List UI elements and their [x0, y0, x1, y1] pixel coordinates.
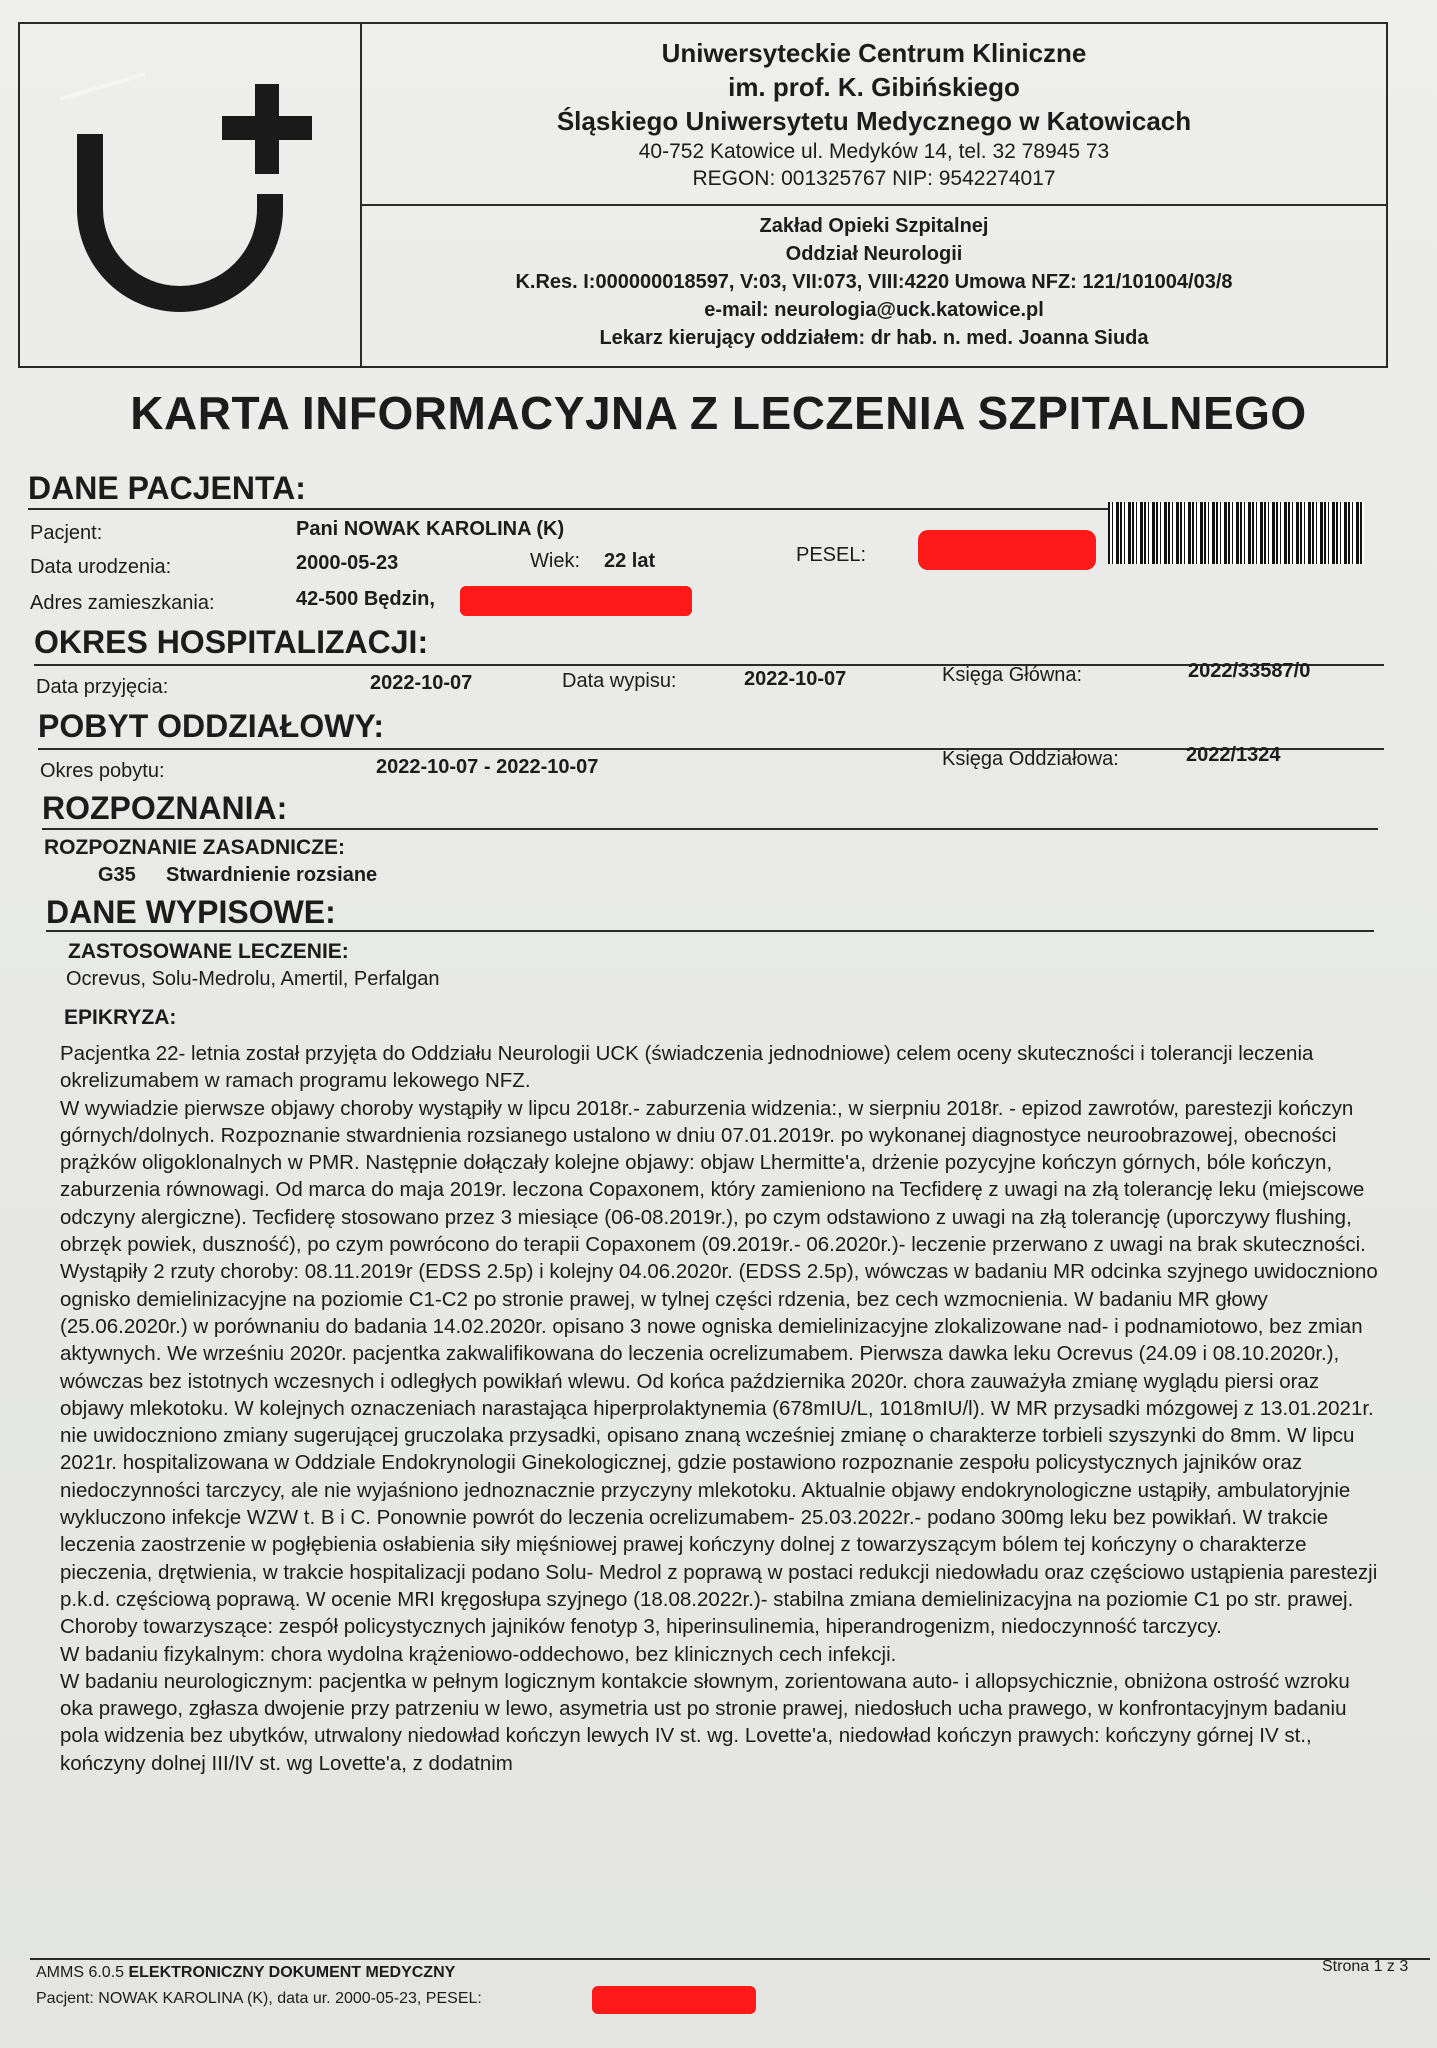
birth-date: 2000-05-23 [296, 552, 399, 574]
epicrisis-label: EPIKRYZA: [64, 1006, 177, 1029]
age: 22 lat [604, 550, 656, 572]
label-main-book: Księga Główna: [942, 664, 1083, 686]
label-birth-date: Data urodzenia: [30, 556, 172, 578]
admission-date: 2022-10-07 [370, 672, 473, 694]
label-address: Adres zamieszkania: [30, 592, 215, 614]
divider [46, 930, 1374, 932]
epicrisis-paragraph: W badaniu neurologicznym: pacjentka w pełnym logicznym kontakcie słownym, zorientowana auto- i allopsychicznie, obniżona ostrość wzroku oka prawego, zgłasza dwojenie przy patrzeniu w lewo, asymetria ust po stronie prawej, niedosłuch ucha prawego, w konfrontacyjnym badaniu pola widzenia bez ubytków, utrwalony niedowład kończyn lewych IV st. wg. Lovette'a, niedowład kończyn prawych: kończyny górnej IV st., kończyny dolnej III/IV st. wg Lovette'a, z dodatnim [60, 1669, 1350, 1775]
institution-regon: REGON: 001325767 NIP: 9542274017 [692, 167, 1056, 190]
main-diagnosis-label: ROZPOZNANIE ZASADNICZE: [44, 836, 345, 859]
section-stay: POBYT ODDZIAŁOWY: [38, 708, 385, 744]
section-discharge-data: DANE WYPISOWE: [46, 894, 336, 930]
institution-block [362, 24, 1386, 206]
header-table [18, 22, 1388, 368]
epicrisis-text [60, 1040, 1380, 1777]
epicrisis-paragraph: W wywiadzie pierwsze objawy choroby wystąpiły w lipcu 2018r.- zaburzenia widzenia:, w sierpniu 2018r. - epizod zawrotów, parestezji kończyn górnych/dolnych. Rozpoznanie stwardnienia rozsianego ustalono w dniu 07.01.2019r. po wykonanej diagnostyce neuroobrazowej, obecności prążków oligoklonalnych w PMR. Następnie dołączały kolejne objawy: objaw Lhermitte'a, drżenie pozycyjne kończyn górnych, bóle kończyn, zaburzenia równowagi. Od marca do maja 2019r. leczona Copaxonem, który zamieniono na Tecfiderę z uwagi na złą tolerancję leku (miejscowe odczyny alergiczne). Tecfiderę stosowano przez 3 miesiące (06-08.2019r.), po czym odstawiono z uwagi na złą tolerancję (uporczywy flushing, obrzęk powiek, duszność), po czym powrócono do terapii Copaxonem (09.2019r.- 06.2020r.)- leczenie przerwano z uwagi na brak skuteczności. Wystąpiły 2 rzuty choroby: 08.11.2019r (EDSS 2.5p) i kolejny 04.06.2020r. (EDSS 2.5p), wówczas w badaniu MR odcinka szyjnego uwidoczniono ognisko demielinizacyjne na poziomie C1-C2 po stronie prawej, w tylnej części rdzenia, bez cech wzmocnienia. W badaniu MR głowy (25.06.2020r.) w porównaniu do badania 14.02.2020r. opisano 3 nowe ogniska demielinizacyjne zlokalizowane nad- i podnamiotowo, bez zmian aktywnych. We wrześniu 2020r. pacjentka zakwalifikowana do leczenia ocrelizumabem. Pierwsza dawka leku Ocrevus (24.09 i 08.10.2020r.), wówczas bez istotnych wczesnych i odległych powikłań wlewu. Od końca października 2020r. chora zauważyła zmianę wyglądu piersi oraz objawy mlekotoku. W kolejnych oznaczeniach narastająca hiperprolaktynemia (678mIU/L, 1018mIU/l). W MR przysadki mózgowej z 13.01.2021r. nie uwidoczniono zmiany sugerującej gruczolaka przysadki, opisano znaną wcześniej zmianę o charakterze torbieli szyszynki do 8mm. W lipcu 2021r. hospitalizowana w Oddziale Endokrynologii Ginekologicznej, gdzie postawiono rozpoznanie zespołu policystycznych jajników oraz niedoczynności tarczycy, ale nie wyjaśniono jednoznacznie przyczyny mlekotoku. Aktualnie objawy endokrynologiczne ustąpiły, ambulatoryjnie wykluczono infekcje WZW t. B i C. Ponownie powrót do leczenia ocrelizumabem- 25.03.2022r.- podano 300mg leku bez powikłań. W trakcie leczenia zaostrzenie w pogłębienia osłabienia siły mięśniowej prawej kończyny dolnej z towarzyszącym bólem tej kończyny o charakterze pieczenia, drętwienia, w trakcie hospitalizacji podano Solu- Medrol z poprawą w postaci redukcji niedowładu oraz częściowo ustąpienia parestezji p.k.d. częściową poprawą. W ocenie MRI kręgosłupa szyjnego (18.08.2022r.)- stabilna zmiana demielinizacyjna na poziomie C1 po str. prawej. [60, 1096, 1378, 1611]
diagnosis-name: Stwardnienie rozsiane [166, 864, 378, 886]
divider [38, 748, 1384, 750]
patient-name: Pani NOWAK KAROLINA (K) [296, 518, 565, 540]
section-patient: DANE PACJENTA: [28, 470, 306, 506]
logo-cell [20, 24, 362, 366]
barcode [1108, 502, 1364, 564]
footer-system-version: AMMS 6.0.5 [36, 1964, 125, 1981]
department-block [362, 206, 1386, 366]
discharge-date: 2022-10-07 [744, 668, 847, 690]
hospital-logo-icon [50, 44, 340, 344]
label-age: Wiek: [530, 550, 580, 572]
label-ward-book: Księga Oddziałowa: [942, 748, 1119, 770]
institution-line: Śląskiego Uniwersytetu Medycznego w Katowicach [556, 106, 1192, 136]
divider [28, 508, 1108, 510]
treatment-label: ZASTOSOWANE LECZENIE: [68, 940, 349, 963]
footer-edm-label: ELEKTRONICZNY DOKUMENT MEDYCZNY [128, 1964, 456, 1981]
footer-pesel-redaction [592, 1986, 756, 2014]
document-title: KARTA INFORMACYJNA Z LECZENIA SZPITALNEGO [130, 387, 1307, 439]
address-redaction [460, 586, 692, 616]
pesel-redaction [918, 530, 1096, 570]
label-discharge: Data wypisu: [562, 670, 677, 692]
epicrisis-paragraph: Pacjentka 22- letnia został przyjęta do Oddziału Neurologii UCK (świadczenia jednodniowe) celem oceny skuteczności i tolerancji leczenia okrelizumabem w ramach programu lekowego NFZ. [60, 1042, 1314, 1093]
department-line: Oddział Neurologii [785, 243, 963, 265]
section-diagnosis: ROZPOZNANIA: [42, 790, 288, 826]
footer-divider [30, 1958, 1430, 1960]
label-stay-period: Okres pobytu: [40, 760, 165, 782]
main-book-number: 2022/33587/0 [1188, 660, 1311, 682]
epicrisis-paragraph: W badaniu fizykalnym: chora wydolna krążeniowo-oddechowo, bez klinicznych cech infekcji. [60, 1642, 897, 1666]
department-email: e-mail: neurologia@uck.katowice.pl [704, 299, 1044, 321]
divider [34, 664, 1384, 666]
institution-line: Uniwersyteckie Centrum Kliniczne [661, 38, 1087, 68]
treatment-list: Ocrevus, Solu-Medrolu, Amertil, Perfalgan [66, 968, 440, 990]
ward-book-number: 2022/1324 [1186, 744, 1281, 766]
section-hospitalization: OKRES HOSPITALIZACJI: [34, 624, 429, 660]
footer-system [36, 1964, 455, 1982]
epicrisis-paragraph: Choroby towarzyszące: zespół policystycznych jajników fenotyp 3, hiperinsulinemia, hiperandrogenizm, niedoczynność tarczycy. [60, 1615, 1222, 1639]
label-admission: Data przyjęcia: [36, 676, 169, 698]
label-patient: Pacjent: [30, 522, 103, 544]
department-line: K.Res. I:000000018597, V:03, VII:073, VIII:4220 Umowa NFZ: 121/101004/03/8 [515, 271, 1233, 293]
page-number: Strona 1 z 3 [1322, 1958, 1409, 1975]
footer-patient: Pacjent: NOWAK KAROLINA (K), data ur. 2000-05-23, PESEL: [36, 1990, 482, 2007]
divider [42, 828, 1378, 830]
department-line: Zakład Opieki Szpitalnej [759, 215, 989, 237]
label-pesel: PESEL: [796, 544, 867, 566]
institution-line: im. prof. K. Gibińskiego [728, 72, 1020, 102]
institution-address: 40-752 Katowice ul. Medyków 14, tel. 32 78945 73 [638, 140, 1110, 163]
address: 42-500 Będzin, [296, 588, 435, 610]
stay-period: 2022-10-07 - 2022-10-07 [376, 756, 599, 778]
department-head: Lekarz kierujący oddziałem: dr hab. n. med. Joanna Siuda [599, 327, 1149, 349]
diagnosis-code: G35 [98, 864, 136, 886]
